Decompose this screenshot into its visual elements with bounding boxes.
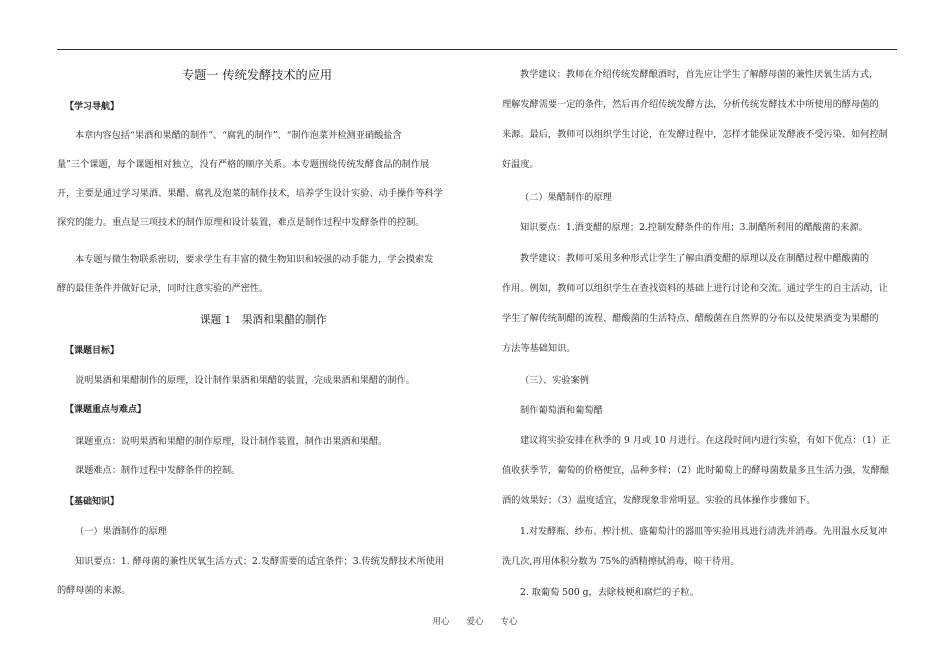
page-title: 专题一 传统发酵技术的应用 [182,68,333,82]
paragraph-line: 本专题与微生物联系密切，要求学生有丰富的微生物知识和较强的动手能力，学会摸索发 [75,254,434,265]
page-footer: 用心 爱心 专心 [432,617,518,627]
paragraph-line: 1.对发酵瓶、纱布、榨汁机、盛葡萄汁的器皿等实验用具进行清洗并消毒。先用温水反复冲 [520,526,888,537]
paragraph-line: 开，主要是通过学习果酒、果醋、腐乳及泡菜的制作技术，培养学生设计实验、动手操作等科学 [57,188,443,199]
basic-heading: 【基础知识】 [65,497,120,507]
nav-heading: 【学习导航】 [65,102,120,112]
paragraph-line: 方法等基础知识。 [502,343,576,354]
paragraph-line: 知识要点：1. 酵母菌的兼性厌氧生活方式；2.发酵需要的适宜条件；3.传统发酵技术所使用 [75,556,445,567]
paragraph-line: 2. 取葡萄 500 g，去除枝梗和腐烂的子粒。 [520,587,699,598]
lesson-title: 课题 1 果酒和果醋的制作 [200,314,327,326]
paragraph-line: 洗几次,再用体积分数为 75%的酒精擦拭消毒，晾干待用。 [502,556,740,567]
paragraph-line: 的酵母菌的来源。 [57,585,131,596]
paragraph-line: 来源。最后，教师可以组织学生讨论，在发酵过程中，怎样才能保证发酵液不受污染、如何控制 [502,129,888,140]
paragraph-line: 理解发酵需要一定的条件，然后再介绍传统发酵方法，分析传统发酵技术中所使用的酵母菌的 [502,99,879,110]
paragraph-line: 学生了解传统制醋的流程、醋酸菌的生活特点、醋酸菌在自然界的分布以及使果酒变为果醋的 [502,313,879,324]
header-rule [57,49,897,50]
paragraph-line: 好温度。 [502,159,539,170]
paragraph-line: 酒的效果好；（3）温度适宜，发酵现象非常明显。实验的具体操作步骤如下。 [502,495,816,506]
paragraph-line: 量”三个课题，每个课题相对独立，没有严格的顺序关系。本专题围绕传统发酵食品的制作展 [57,159,430,170]
paragraph-line: 说明果酒和果醋制作的原理，设计制作果酒和果醋的装置，完成果酒和果醋的制作。 [75,375,415,386]
paragraph-line: 教学建议：教师在介绍传统发酵酿酒时，首先应让学生了解酵母菌的兼性厌氧生活方式， [520,69,879,80]
paragraph-line: 酵的最佳条件并做好记录，同时注意实验的严密性。 [57,283,269,294]
paragraph-line: 本章内容包括“果酒和果醋的制作”、“腐乳的制作”、“制作泡菜并检测亚硝酸盐含 [75,130,402,141]
paragraph-line: 探究的能力。重点是三项技术的制作原理和设计装置，难点是制作过程中发酵条件的控制。 [57,217,425,228]
paragraph-line: 作用。例如，教师可以组织学生在查找资料的基础上进行讨论和交流。通过学生的自主活动，让 [502,283,888,294]
case-title: 制作葡萄酒和葡萄醋 [520,405,603,416]
section-title: （二）果醋制作的原理 [520,192,612,203]
goal-heading: 【课题目标】 [65,346,120,356]
section-title: （三）、实验案例 [520,375,589,386]
paragraph-line: 课题重点：说明果酒和果醋的制作原理，设计制作装置，制作出果酒和果醋。 [75,436,388,447]
key-heading: 【课题重点与难点】 [65,405,147,415]
paragraph-line: 知识要点：1.酒变醋的原理；2.控制发酵条件的作用；3.制醋所利用的醋酸菌的来源。 [520,222,868,233]
paragraph-line: 课题难点：制作过程中发酵条件的控制。 [75,465,241,476]
section-title: （一）果酒制作的原理 [75,526,167,537]
paragraph-line: 值收获季节，葡萄的价格便宜，品种多样；（2）此时葡萄上的酵母菌数量多且生活力强，发酵酿 [502,465,890,476]
paragraph-line: 建议将实验安排在秋季的 9 月或 10 月进行。在这段时间内进行实验，有如下优点：（1）正 [520,435,891,446]
paragraph-line: 教学建议：教师可采用多种形式让学生了解由酒变醋的原理以及在制醋过程中醋酸菌的 [520,253,870,264]
